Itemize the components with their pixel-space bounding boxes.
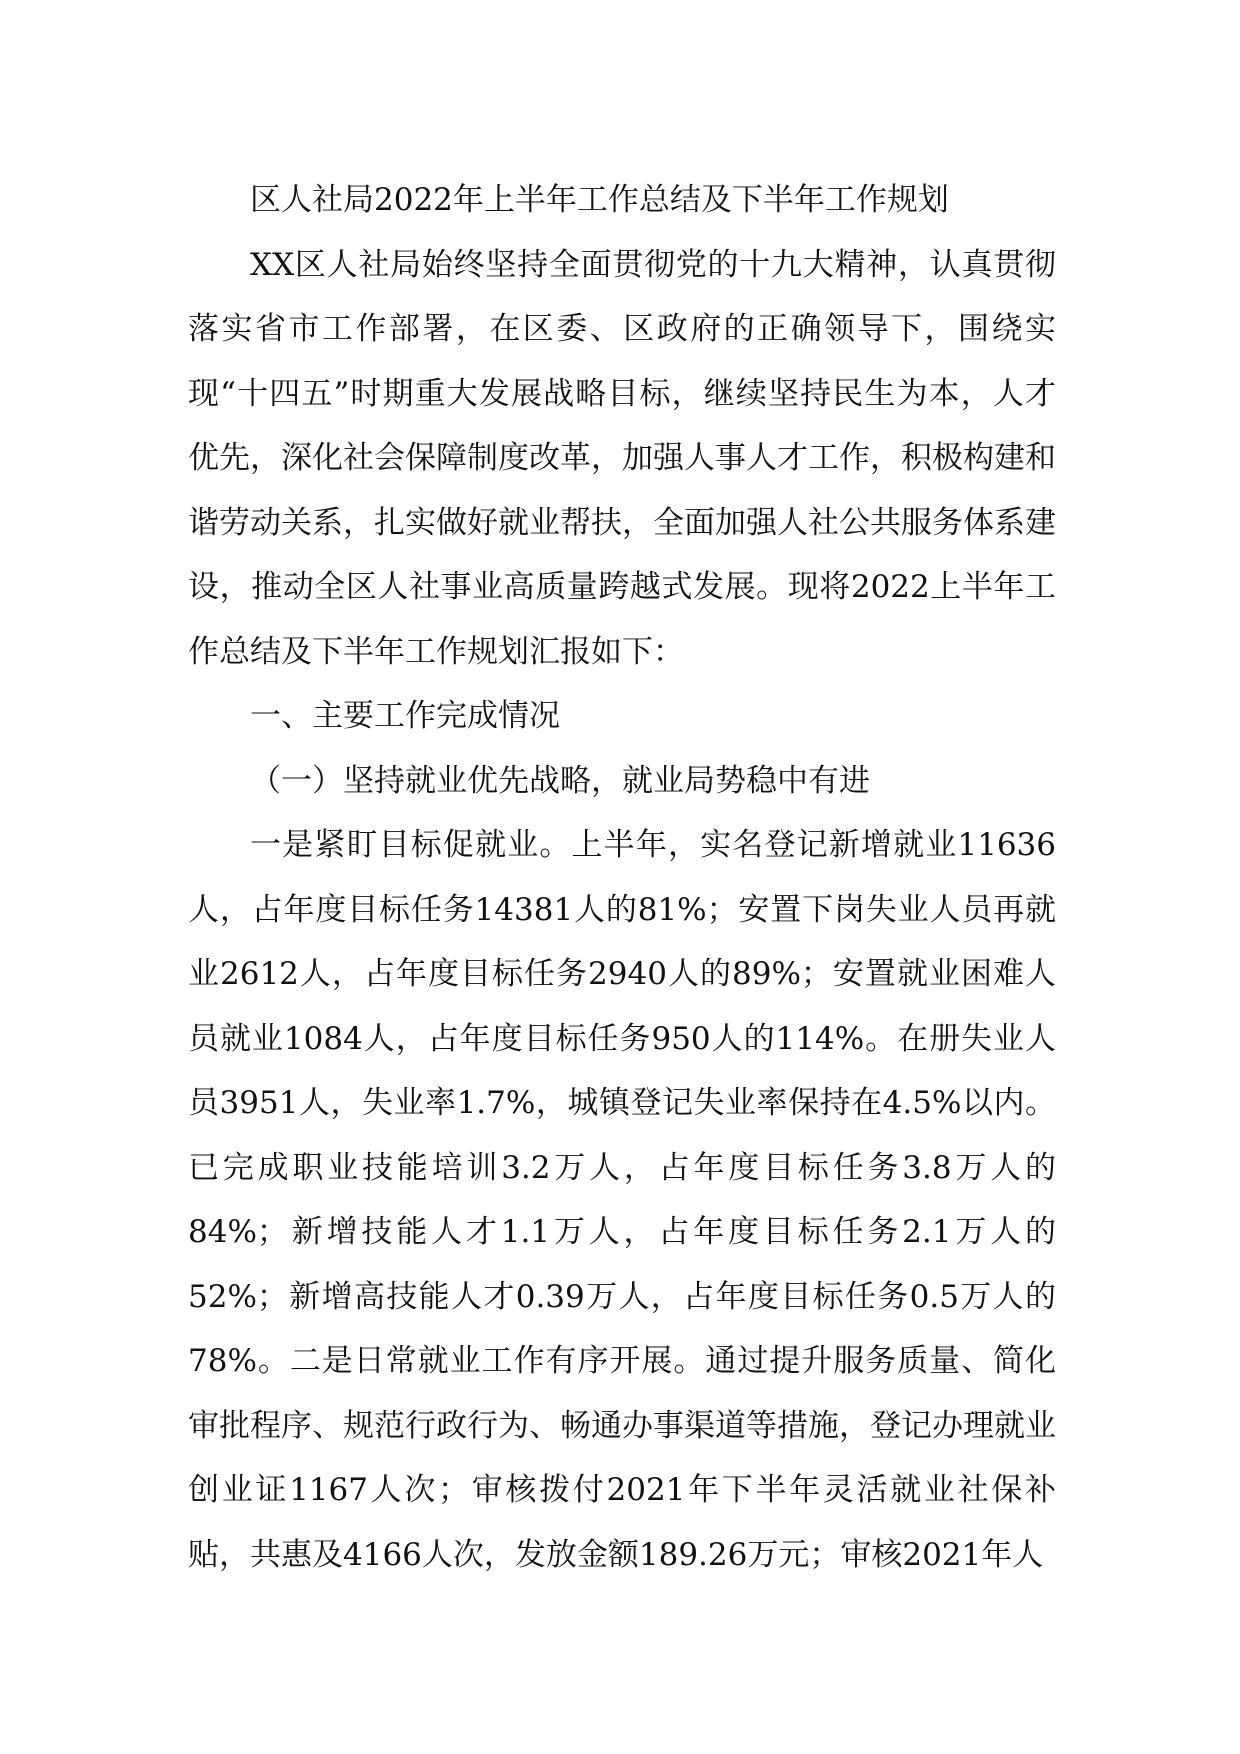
section-heading: 一、主要工作完成情况 bbox=[250, 698, 560, 734]
subsection-heading: （一）坚持就业优先战略，就业局势稳中有进 bbox=[250, 762, 870, 799]
document-title: 区人社局2022年上半年工作总结及下半年工作规划 bbox=[250, 182, 949, 218]
document-body bbox=[188, 168, 1056, 1587]
body-paragraph: 一是紧盯目标促就业。上半年，实名登记新增就业11636人，占年度目标任务14381人的81%；安置下岗失业人员再就业2612人，占年度目标任务2940人的89%；安置就业困难人员就业1084人，占年度目标任务950人的114%。在册失业人员3951人，失业率1.7%，城镇登记失业率保持在4.5%以内。已完成职业技能培训3.2万人，占年度目标任务3.8万人的84%；新增技能人才1.1万人，占年度目标任务2.1万人的52%；新增高技能人才0.39万人，占年度目标任务0.5万人的78%。二是日常就业工作有序开展。通过提升服务质量、简化审批程序、规范行政行为、畅通办事渠道等措施，登记办理就业创业证1167人次；审核拨付2021年下半年灵活就业社保补贴，共惠及4166人次，发放金额189.26万元；审核2021年人 bbox=[188, 827, 1056, 1573]
intro-paragraph: XX区人社局始终坚持全面贯彻党的十九大精神，认真贯彻落实省市工作部署，在区委、区政府的正确领导下，围绕实现“十四五”时期重大发展战略目标，继续坚持民生为本，人才优先，深化社会保障制度改革，加强人事人才工作，积极构建和谐劳动关系，扎实做好就业帮扶，全面加强人社公共服务体系建设，推动全区人社事业高质量跨越式发展。现将2022上半年工作总结及下半年工作规划汇报如下： bbox=[188, 246, 1056, 670]
